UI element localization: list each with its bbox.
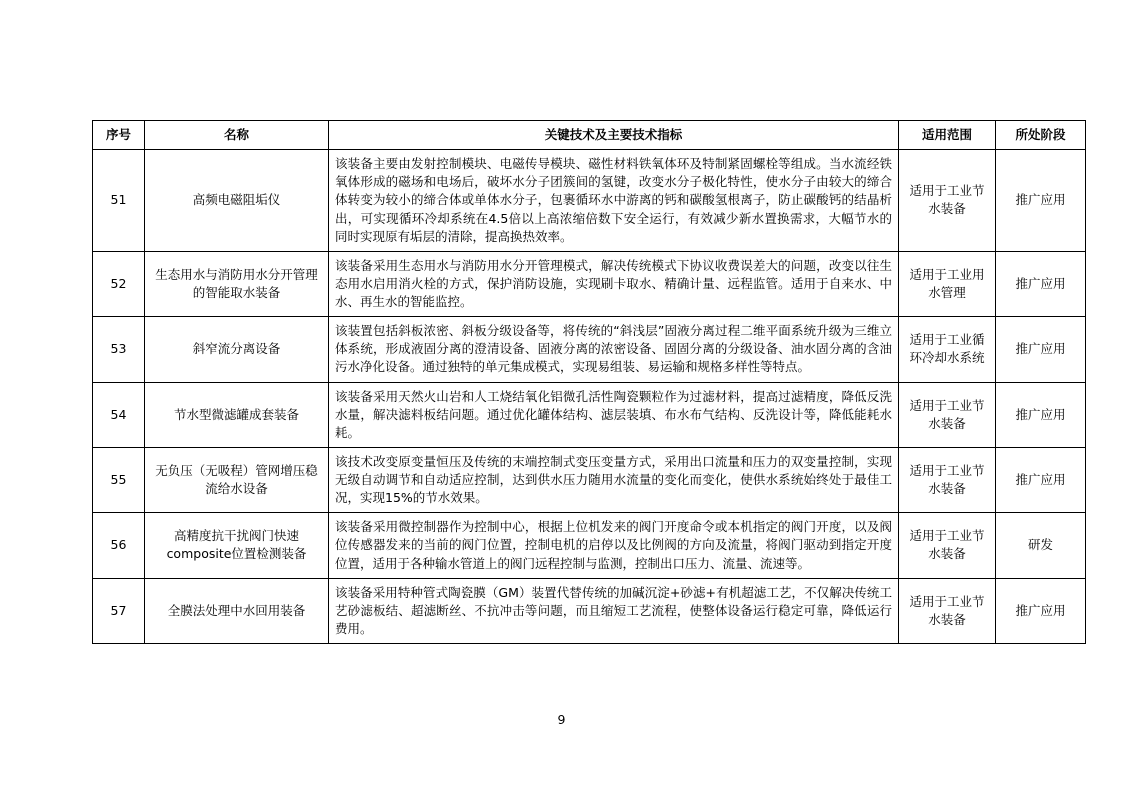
table-row — [93, 150, 1086, 252]
cell-stage: 推广应用 — [996, 150, 1086, 252]
cell-tech: 该装备采用天然火山岩和人工烧结氧化铝微孔活性陶瓷颗粒作为过滤材料，提高过滤精度，降低反洗水量，解决滤料板结问题。通过优化罐体结构、滤层装填、布水布气结构、反洗设计等，降低能耗水耗。 — [329, 382, 899, 447]
column-header-name: 名称 — [145, 121, 329, 150]
cell-seq: 57 — [93, 578, 145, 643]
cell-stage: 研发 — [996, 513, 1086, 578]
table-row — [93, 382, 1086, 447]
table-row — [93, 317, 1086, 382]
cell-tech: 该装备采用生态用水与消防用水分开管理模式，解决传统模式下协议收费误差大的问题，改变以往生态用水启用消火栓的方式，保护消防设施，实现刷卡取水、精确计量、远程监管。适用于自来水、中水、再生水的智能监控。 — [329, 251, 899, 316]
cell-name: 无负压（无吸程）管网增压稳流给水设备 — [145, 447, 329, 512]
table-row — [93, 251, 1086, 316]
cell-seq: 53 — [93, 317, 145, 382]
cell-name: 高频电磁阻垢仪 — [145, 150, 329, 252]
cell-seq: 54 — [93, 382, 145, 447]
cell-scope: 适用于工业用水管理 — [899, 251, 996, 316]
cell-stage: 推广应用 — [996, 382, 1086, 447]
cell-seq: 51 — [93, 150, 145, 252]
cell-tech: 该装置包括斜板浓密、斜板分级设备等，将传统的“斜浅层”固液分离过程二维平面系统升级为三维立体系统，形成液固分离的澄清设备、固液分离的浓密设备、固固分离的分级设备、油水固分离的含油污水净化设备。通过独特的单元集成模式，实现易组装、易运输和规格多样性等特点。 — [329, 317, 899, 382]
column-header-seq: 序号 — [93, 121, 145, 150]
cell-stage: 推广应用 — [996, 251, 1086, 316]
cell-name: 节水型微滤罐成套装备 — [145, 382, 329, 447]
cell-scope: 适用于工业节水装备 — [899, 150, 996, 252]
cell-name: 斜窄流分离设备 — [145, 317, 329, 382]
cell-seq: 52 — [93, 251, 145, 316]
cell-tech: 该装备采用微控制器作为控制中心，根据上位机发来的阀门开度命令或本机指定的阀门开度，以及阀位传感器发来的当前的阀门位置，控制电机的启停以及比例阀的方向及流量，将阀门驱动到指定开度位置，适用于各种输水管道上的阀门远程控制与监测，控制出口压力、流量、流速等。 — [329, 513, 899, 578]
column-header-tech: 关键技术及主要技术指标 — [329, 121, 899, 150]
cell-stage: 推广应用 — [996, 578, 1086, 643]
page-number: 9 — [557, 712, 566, 727]
cell-name: 生态用水与消防用水分开管理的智能取水装备 — [145, 251, 329, 316]
table-row — [93, 513, 1086, 578]
cell-seq: 55 — [93, 447, 145, 512]
cell-name: 高精度抗干扰阀门快速composite位置检测装备 — [145, 513, 329, 578]
cell-scope: 适用于工业循环冷却水系统 — [899, 317, 996, 382]
cell-tech: 该技术改变原变量恒压及传统的末端控制式变压变量方式，采用出口流量和压力的双变量控制，实现无级自动调节和自动适应控制，达到供水压力随用水流量的变化而变化，使供水系统始终处于最佳工况，实现15%的节水效果。 — [329, 447, 899, 512]
cell-scope: 适用于工业节水装备 — [899, 513, 996, 578]
cell-scope: 适用于工业节水装备 — [899, 447, 996, 512]
technology-catalog-table — [92, 120, 1066, 644]
cell-seq: 56 — [93, 513, 145, 578]
column-header-stage: 所处阶段 — [996, 121, 1086, 150]
cell-stage: 推广应用 — [996, 317, 1086, 382]
cell-stage: 推广应用 — [996, 447, 1086, 512]
cell-tech: 该装备主要由发射控制模块、电磁传导模块、磁性材料铁氧体环及特制紧固螺栓等组成。当水流经铁氧体形成的磁场和电场后，破坏水分子团簇间的氢键，改变水分子极化特性，使水分子由较大的缔合体转变为较小的缔合体或单体水分子，包裹循环水中游离的钙和碳酸氢根离子，防止碳酸钙的结晶析出，可实现循环冷却系统在4.5倍以上高浓缩倍数下安全运行，有效减少新水置换需求，大幅节水的同时实现原有垢层的清除，提高换热效率。 — [329, 150, 899, 252]
cell-scope: 适用于工业节水装备 — [899, 578, 996, 643]
cell-scope: 适用于工业节水装备 — [899, 382, 996, 447]
cell-name: 全膜法处理中水回用装备 — [145, 578, 329, 643]
cell-tech: 该装备采用特种管式陶瓷膜（GM）装置代替传统的加碱沉淀+砂滤+有机超滤工艺，不仅解决传统工艺砂滤板结、超滤断丝、不抗冲击等问题，而且缩短工艺流程，使整体设备运行稳定可靠，降低运行费用。 — [329, 578, 899, 643]
table-row — [93, 447, 1086, 512]
table-header-row — [93, 121, 1086, 150]
table-row — [93, 578, 1086, 643]
column-header-scope: 适用范围 — [899, 121, 996, 150]
